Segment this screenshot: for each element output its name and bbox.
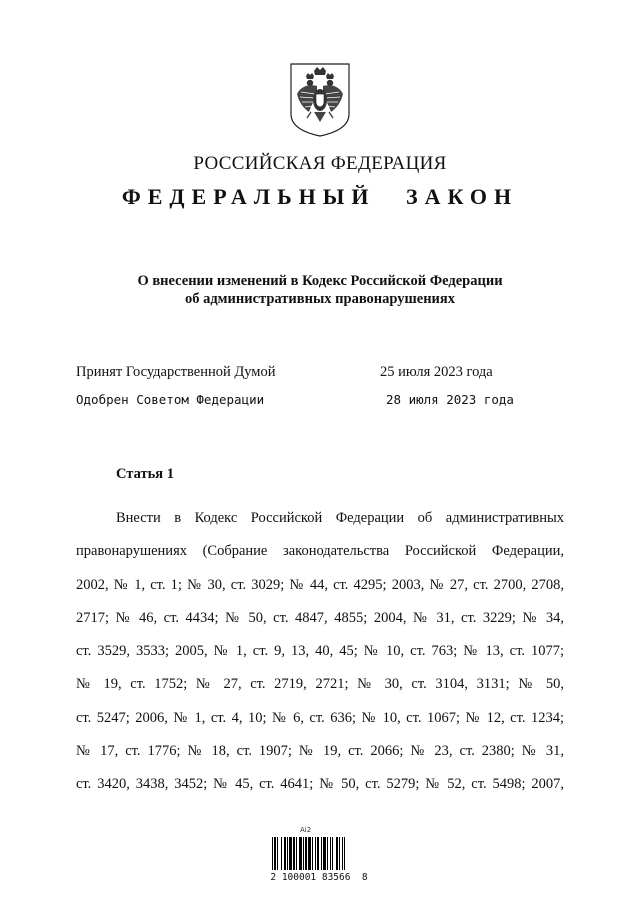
barcode-bar <box>277 837 278 870</box>
barcode-bar <box>312 837 313 870</box>
barcode-bar <box>289 837 292 870</box>
barcode-bar <box>321 837 322 870</box>
article-line: 2717; № 46, ст. 4434; № 50, ст. 4847, 4855; 2004, № 31, ст. 3229; № 34, <box>76 609 564 626</box>
barcode-bar <box>332 837 333 870</box>
article-line: ст. 3420, 3438, 3452; № 45, ст. 4641; № 50, ст. 5279; № 52, ст. 5498; 2007, <box>76 776 564 793</box>
barcode-bar <box>308 837 311 870</box>
article-line: 2002, № 1, ст. 1; № 30, ст. 3029; № 44, ст. 4295; 2003, № 27, ст. 2700, 2708, <box>76 576 564 593</box>
barcode-bar <box>336 837 338 870</box>
barcode-bar <box>293 837 295 870</box>
barcode-bar <box>303 837 304 870</box>
barcode-bar <box>317 837 319 870</box>
article-line: правонарушениях (Собрание законодательства Российской Федерации, <box>76 543 564 560</box>
barcode-mark: Ai2 <box>300 826 312 834</box>
barcode-bar <box>315 837 316 870</box>
article-line: ст. 3529, 3533; 2005, № 1, ст. 9, 13, 40, 45; № 10, ст. 763; № 13, ст. 1077; <box>76 643 564 660</box>
barcode-bar <box>344 837 345 870</box>
barcode-bar <box>327 837 328 870</box>
duma-adoption-label: Принят Государственной Думой <box>76 364 276 380</box>
article-line: Внести в Кодекс Российской Федерации об административных <box>116 510 564 526</box>
barcode-bar <box>339 837 340 870</box>
barcode-bar <box>305 837 307 870</box>
barcode-bar <box>272 837 273 870</box>
barcode-bar <box>330 837 331 870</box>
document-type: ФЕДЕРАЛЬНЫЙ ЗАКОН <box>121 184 519 209</box>
barcode <box>264 826 374 886</box>
barcode-bar <box>284 837 286 870</box>
law-title-line-2: об административных правонарушениях <box>184 291 456 307</box>
barcode-bar <box>342 837 343 870</box>
duma-adoption-date: 25 июля 2023 года <box>380 364 493 380</box>
barcode-bar <box>274 837 276 870</box>
law-title <box>0 272 640 308</box>
barcode-number: 2 100001 83566 8 <box>270 872 368 883</box>
country-name: РОССИЙСКАЯ ФЕДЕРАЦИЯ <box>193 153 447 174</box>
council-approval-label: Одобрен Советом Федерации <box>76 392 265 407</box>
article-body <box>76 502 564 802</box>
barcode-bar <box>299 837 302 870</box>
barcode-bar <box>323 837 326 870</box>
coat-of-arms-icon <box>287 62 353 138</box>
law-title-line-1: О внесении изменений в Кодекс Российской Федерации <box>137 273 503 289</box>
barcode-bar <box>296 837 297 870</box>
article-line: ст. 5247; 2006, № 1, ст. 4, 10; № 6, ст. 636; № 10, ст. 1067; № 12, ст. 1234; <box>76 709 564 726</box>
article-heading: Статья 1 <box>116 466 174 482</box>
barcode-bar <box>287 837 288 870</box>
barcode-bars <box>272 837 366 870</box>
barcode-bar <box>281 837 282 870</box>
article-line: № 19, ст. 1752; № 27, ст. 2719, 2721; № 30, ст. 3104, 3131; № 50, <box>76 676 564 693</box>
article-line: № 17, ст. 1776; № 18, ст. 1907; № 19, ст. 2066; № 23, ст. 2380; № 31, <box>76 743 564 760</box>
council-approval-date: 28 июля 2023 года <box>386 392 514 407</box>
